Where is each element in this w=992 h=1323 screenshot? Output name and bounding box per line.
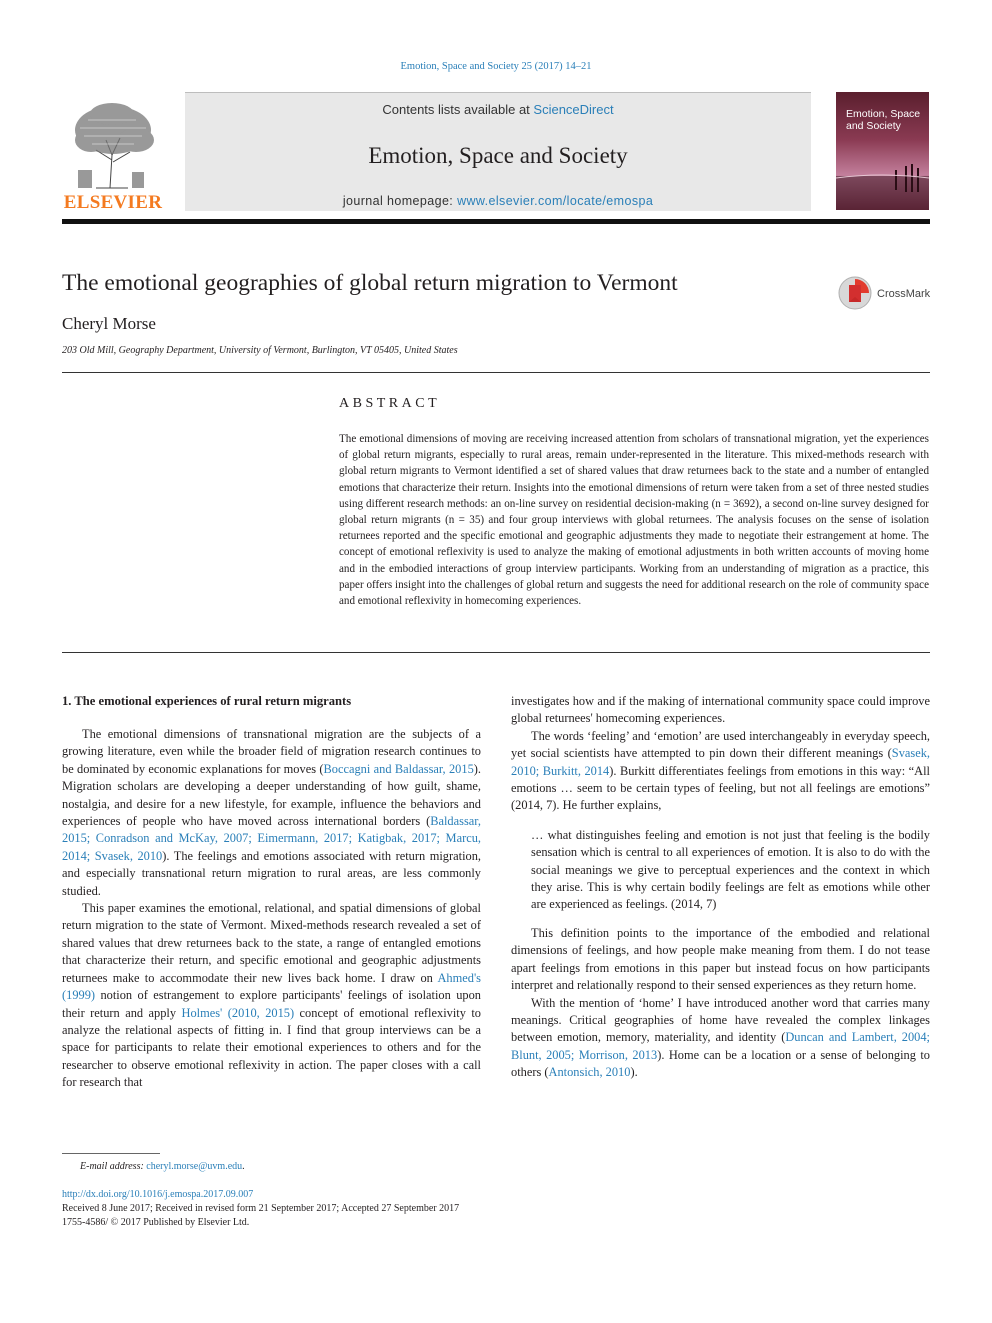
received-dates: Received 8 June 2017; Received in revised form 21 September 2017; Accepted 27 September 2017 (62, 1203, 460, 1214)
citation-link[interactable]: Ahmed's (1999) (62, 970, 481, 1003)
citation-link[interactable]: Duncan and Lambert, 2004; Blunt, 2005; Morrison, 2013 (511, 1030, 930, 1062)
body-column-left (62, 726, 481, 1092)
email-label: E-mail address: (80, 1161, 147, 1172)
paragraph: This definition points to the importance of the embodied and relational dimensions of feelings, and how people make meaning from them. I do not tease apart feelings from emotions in this paper but instead focus on how participants interpret and relationally respond to their sensed experiences as they return home. (511, 925, 930, 993)
paragraph: investigates how and if the making of international community space could improve global returnees' homecoming experiences. (511, 694, 930, 726)
homepage-prefix: journal homepage: (342, 194, 458, 208)
abstract-heading: ABSTRACT (339, 396, 441, 411)
block-quote: … what distinguishes feeling and emotion is not just that feeling is the bodily sensation which is central to all experiences of emotion. It is also to do with the social meanings we give to perceptual experiences and the context in which they arise. This is why certain bodily feelings are felt as emotions while other are experienced as feelings. (2014, 7) (531, 827, 930, 912)
elsevier-logo[interactable] (62, 100, 164, 212)
sciencedirect-link[interactable]: ScienceDirect (533, 102, 614, 117)
homepage-link[interactable]: www.elsevier.com/locate/emospa (457, 194, 654, 208)
divider (62, 652, 930, 653)
journal-name: Emotion, Space and Society (368, 143, 628, 168)
header-rule (62, 219, 930, 224)
author-affiliation: 203 Old Mill, Geography Department, University of Vermont, Burlington, VT 05405, United States (62, 345, 458, 356)
journal-citation[interactable]: Emotion, Space and Society 25 (2017) 14–21 (400, 61, 592, 72)
paragraph: This paper examines the emotional, relational, and spatial dimensions of global return migration to the state of Vermont. Mixed-methods research revealed a set of shared values that drew returnees back to the state, a range of entangled emotions that characterize their return, and specific emotional and geographic adjustments returnees make to accommodate their new lives back home. I draw on Ahmed's (1999) notion of estrangement to explore participants' feelings of isolation upon their return and apply Holmes' (2010, 2015) concept of emotional reflexivity to analyze the relational aspects of fitting in. I find that group interviews can be a space for participants to relate their emotional experiences to others and for the researcher to observe emotional reflexivity in action. The paper closes with a call for research that (62, 901, 481, 1090)
paragraph: With the mention of ‘home’ I have introduced another word that carries many meanings. Critical geographies of home have revealed the complex linkages between emotion, memory, materiality, and identity (Duncan and Lambert, 2004; Blunt, 2005; Morrison, 2013). Home can be a location or a sense of belonging to others (Antonsich, 2010). (511, 995, 930, 1080)
journal-cover[interactable] (836, 92, 929, 210)
crossmark-icon (838, 276, 872, 310)
citation-link[interactable]: Svasek, 2010; Burkitt, 2014 (511, 746, 930, 778)
citation-link[interactable]: Boccagni and Baldassar, 2015 (323, 761, 474, 776)
copyright: 1755-4586/ © 2017 Published by Elsevier Ltd. (62, 1217, 250, 1228)
abstract-text: The emotional dimensions of moving are receiving increased attention from scholars of transnational migration, yet the experiences of global return migrants, especially to rural areas, remain under-represented in the literature. This mixed-methods research with global return migrants to Vermont identified a set of shared values that draw returnees back to the state and a number of entangled emotions that characterize their return. Insights into the emotional dimensions of return were taken from a set of three nested studies using different research methods: an on-line survey on residential decision-making (n = 3692), a second on-line survey designed for global return migrants (n = 35) and four group interviews with global returnees. The analysis focuses on the sense of isolation returnees reported and the specific emotional and geographic adjustments they made to negotiate their estrangement at home. The concept of emotional reflexivity is used to analyze the making of emotional adjustments in both written accounts of moving home and in the embodied interactions of group interview participants. Working from an understanding of migration as a practice, this paper offers insight into the challenges of global return and suggests the need for additional research on the role of community space and emotional reflexivity in homecoming experiences. (339, 433, 929, 608)
contents-prefix: Contents lists available at (382, 102, 534, 117)
citation-link[interactable]: Baldassar, 2015; Conradson and McKay, 2007; Eimermann, 2017; Katigbak, 2017; Marcu, 2014; Svasek, 2010 (62, 814, 481, 863)
paragraph: The emotional dimensions of transnational migration are the subjects of a growing literature, even while the broader field of migration research continues to be dominated by economic explanations for moves (Boccagni and Baldassar, 2015). Migration scholars are developing a deeper understanding of how guilt, shame, nostalgia, and desire for a new lifestyle, for example, influence the behaviors and experiences of people who have moved across international borders (Baldassar, 2015; Conradson and McKay, 2007; Eimermann, 2017; Katigbak, 2017; Marcu, 2014; Svasek, 2010). The feelings and emotions associated with return migration, and especially transnational return migration to rural areas, are less commonly studied. (62, 727, 481, 898)
cover-title: Emotion, Space and Society (846, 108, 921, 132)
footnote-rule (62, 1153, 160, 1154)
elsevier-wordmark: ELSEVIER (63, 192, 163, 213)
tree-icon (66, 100, 160, 190)
crossmark-badge[interactable] (838, 276, 934, 310)
doi-link[interactable]: http://dx.doi.org/10.1016/j.emospa.2017.09.007 (62, 1189, 254, 1200)
journal-banner (185, 92, 811, 211)
email-link[interactable]: cheryl.morse@uvm.edu (146, 1161, 243, 1172)
cover-image-icon (836, 162, 929, 210)
section-heading: 1. The emotional experiences of rural return migrants (62, 694, 352, 708)
author-name: Cheryl Morse (62, 314, 156, 333)
citation-link[interactable]: Holmes' (2010, 2015) (181, 1005, 295, 1020)
citation-link[interactable]: Antonsich, 2010 (548, 1065, 631, 1080)
divider (62, 372, 930, 373)
article-title: The emotional geographies of global return migration to Vermont (62, 270, 678, 296)
body-column-right (511, 693, 930, 1082)
contents-line (185, 102, 811, 117)
crossmark-label: CrossMark (877, 288, 931, 300)
email-footnote: E-mail address: cheryl.morse@uvm.edu. (80, 1161, 245, 1172)
paragraph: The words ‘feeling’ and ‘emotion’ are used interchangeably in everyday speech, yet social scientists have attempted to pin down their different meanings (Svasek, 2010; Burkitt, 2014). Burkitt differentiates feelings from emotions in this way: “All emotions … seem to be certain types of feeling, but not all feelings are emotions” (2014, 7). He further explains, (511, 728, 930, 813)
homepage-line (185, 194, 811, 208)
